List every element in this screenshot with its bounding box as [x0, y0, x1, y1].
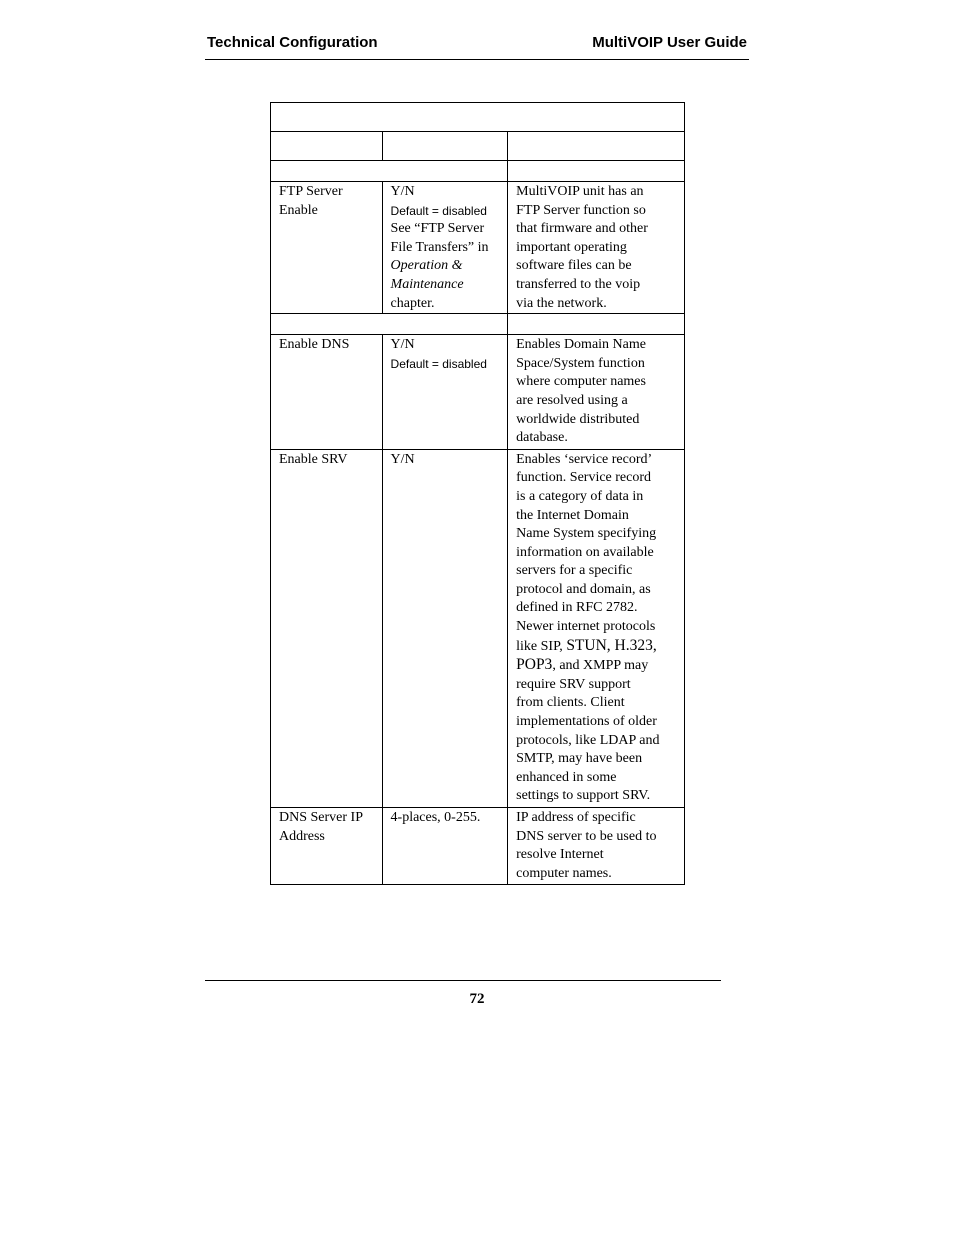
table-title-row: [271, 103, 685, 132]
guide-title: MultiVOIP User Guide: [592, 34, 747, 51]
field-cell: [271, 449, 383, 807]
desc-line: servers for a specific: [516, 563, 633, 579]
table-header-row: [271, 132, 685, 161]
table-row: [271, 335, 685, 450]
field-cell: [271, 182, 383, 314]
field-line: Enable: [279, 202, 318, 218]
desc-line: via the network.: [516, 295, 607, 311]
section-cell-right: [508, 314, 685, 335]
desc-line: are resolved using a: [516, 392, 628, 408]
section-row: [271, 161, 685, 182]
description-cell: [508, 808, 685, 885]
page-number: 72: [469, 991, 485, 1007]
field-cell: [271, 808, 383, 885]
desc-fragment-large: STUN, H.323,: [566, 636, 657, 654]
desc-line: implementations of older: [516, 714, 657, 730]
desc-line: SMTP, may have been: [516, 751, 643, 767]
values-main: Y/N: [390, 184, 415, 199]
section-title: Technical Configuration: [207, 34, 378, 51]
desc-line: the Internet Domain: [516, 507, 629, 523]
desc-line: Space/System function: [516, 355, 645, 371]
values-cell: [382, 449, 508, 807]
values-main: Y/N: [390, 337, 415, 353]
desc-line: MultiVOIP unit has an: [516, 184, 644, 199]
desc-fragment: , and XMPP may: [552, 658, 649, 674]
desc-line: FTP Server function so: [516, 202, 646, 218]
desc-line: resolve Internet: [516, 847, 604, 863]
values-italic-line: Maintenance: [390, 276, 464, 292]
desc-line: require SRV support: [516, 676, 631, 692]
desc-line: [516, 656, 678, 676]
description-cell: [508, 182, 685, 314]
table-row: [271, 182, 685, 314]
values-line: chapter.: [390, 295, 435, 311]
desc-line: is a category of data in: [516, 488, 644, 504]
header-cell-description: [508, 132, 685, 161]
page-header: [205, 30, 749, 60]
default-note: Default = disabled: [390, 356, 487, 371]
values-line: File Transfers” in: [390, 239, 489, 255]
values-cell: [382, 182, 508, 314]
desc-line: information on available: [516, 544, 654, 560]
field-cell: [271, 335, 383, 450]
config-table: [270, 102, 685, 885]
values-cell: [382, 808, 508, 885]
header-cell-field: [271, 132, 383, 161]
field-line: Address: [279, 828, 325, 844]
desc-line: software files can be: [516, 258, 632, 274]
field-line: Enable SRV: [279, 451, 348, 467]
desc-line: function. Service record: [516, 470, 652, 486]
field-line: DNS Server IP: [279, 810, 363, 825]
desc-line: settings to support SRV.: [516, 788, 651, 804]
desc-line: that firmware and other: [516, 221, 648, 237]
default-note: Default = disabled: [390, 203, 487, 218]
values-cell: [382, 335, 508, 450]
desc-line: where computer names: [516, 374, 646, 390]
desc-line: computer names.: [516, 865, 612, 881]
desc-line: Newer internet protocols: [516, 619, 656, 635]
footer-divider: [205, 980, 721, 981]
desc-line: protocol and domain, as: [516, 581, 651, 597]
section-row: [271, 314, 685, 335]
values-main: 4-places, 0-255.: [390, 810, 481, 825]
values-italic-line: Operation &: [390, 258, 463, 274]
table-title-cell: [271, 103, 685, 132]
desc-fragment: like SIP,: [516, 638, 567, 654]
desc-line: enhanced in some: [516, 769, 617, 785]
field-line: Enable DNS: [279, 337, 350, 353]
header-cell-values: [382, 132, 508, 161]
desc-line: important operating: [516, 239, 627, 255]
desc-line: Name System specifying: [516, 526, 657, 542]
section-cell-right: [508, 161, 685, 182]
desc-line: Enables ‘service record’: [516, 451, 653, 467]
description-cell: [508, 449, 685, 807]
desc-line: defined in RFC 2782.: [516, 600, 638, 616]
section-cell: [271, 161, 508, 182]
desc-line: DNS server to be used to: [516, 828, 657, 844]
description-cell: [508, 335, 685, 450]
desc-line: [516, 637, 678, 657]
desc-line: transferred to the voip: [516, 276, 641, 292]
desc-line: protocols, like LDAP and: [516, 732, 660, 748]
table-row: [271, 449, 685, 807]
section-cell: [271, 314, 508, 335]
desc-line: database.: [516, 430, 568, 446]
desc-fragment-large: POP3: [516, 656, 553, 674]
desc-line: from clients. Client: [516, 695, 625, 711]
values-line: See “FTP Server: [390, 221, 485, 237]
values-main: Y/N: [390, 451, 415, 467]
desc-line: IP address of specific: [516, 810, 636, 825]
desc-line: Enables Domain Name: [516, 337, 646, 353]
field-line: FTP Server: [279, 184, 343, 199]
desc-line: worldwide distributed: [516, 411, 640, 427]
table-row: [271, 808, 685, 885]
